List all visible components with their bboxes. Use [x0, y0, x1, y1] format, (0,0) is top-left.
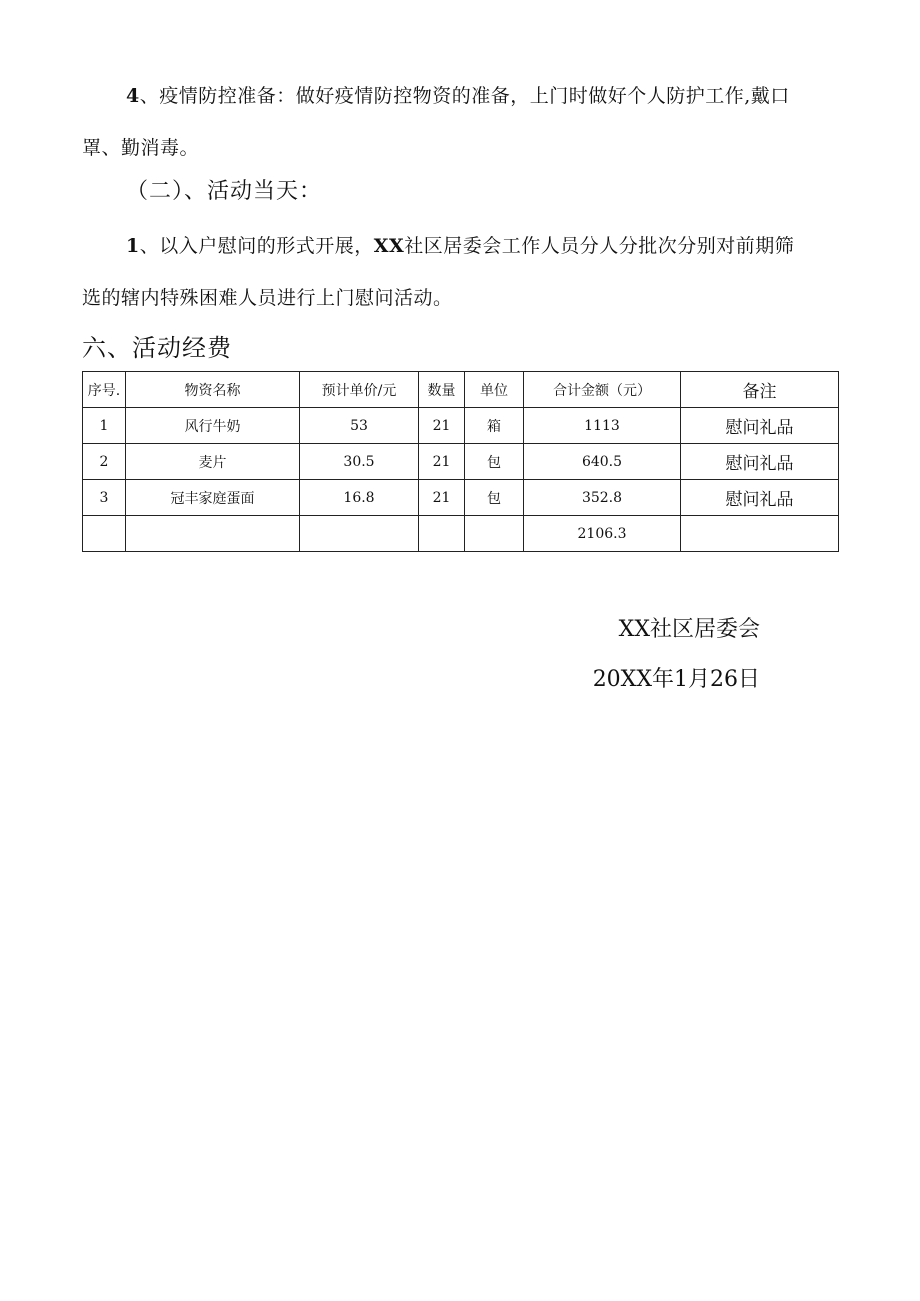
cell-index: 1	[83, 408, 126, 444]
cell-unit-price	[300, 516, 419, 552]
item-1-number: 1	[126, 235, 140, 257]
paragraph-item-1	[82, 220, 812, 324]
table-header-row	[83, 372, 839, 408]
header-quantity: 数量	[419, 372, 465, 408]
section-title-budget: 六、活动经费	[82, 334, 232, 362]
table-row	[83, 444, 839, 480]
table-row	[83, 480, 839, 516]
cell-note: 慰问礼品	[681, 480, 839, 516]
item-1-xx: XX	[373, 235, 405, 257]
subheading-activity-day: （二）、活动当天：	[126, 179, 323, 204]
cell-item-name: 冠丰家庭蛋面	[126, 480, 300, 516]
cell-note: 慰问礼品	[681, 408, 839, 444]
cell-total: 352.8	[524, 480, 681, 516]
item-1-text-a: 、以入户慰问的形式开展，	[139, 235, 374, 257]
cell-item-name: 风行牛奶	[126, 408, 300, 444]
cell-unit: 包	[465, 480, 524, 516]
cell-item-name: 麦片	[126, 444, 300, 480]
signature-date: 20XX年1月26日	[592, 667, 760, 692]
header-unit-price: 预计单价/元	[300, 372, 419, 408]
cell-grand-total: 2106.3	[524, 516, 681, 552]
cell-note: 慰问礼品	[681, 444, 839, 480]
item-1-text-b: 社区居委会工作人员分人分批次分别对前期筛选的辖内特殊困难人员进行上门慰问活动。	[82, 235, 795, 309]
cell-quantity: 21	[419, 408, 465, 444]
header-index: 序号.	[83, 372, 126, 408]
cell-unit-price: 16.8	[300, 480, 419, 516]
cell-total: 1113	[524, 408, 681, 444]
item-4-number: 4	[126, 85, 140, 107]
header-note: 备注	[681, 372, 839, 408]
cell-quantity	[419, 516, 465, 552]
header-item-name: 物资名称	[126, 372, 300, 408]
cell-note	[681, 516, 839, 552]
cell-unit: 包	[465, 444, 524, 480]
table-row	[83, 408, 839, 444]
budget-table	[82, 371, 839, 552]
cell-total: 640.5	[524, 444, 681, 480]
cell-unit-price: 30.5	[300, 444, 419, 480]
cell-unit: 箱	[465, 408, 524, 444]
table-row-total	[83, 516, 839, 552]
header-total: 合计金额（元）	[524, 372, 681, 408]
item-4-text: 、疫情防控准备：做好疫情防控物资的准备，上门时做好个人防护工作,戴口罩、勤消毒。	[82, 85, 790, 159]
cell-index: 3	[83, 480, 126, 516]
cell-unit-price: 53	[300, 408, 419, 444]
cell-quantity: 21	[419, 444, 465, 480]
cell-unit	[465, 516, 524, 552]
cell-index: 2	[83, 444, 126, 480]
header-unit: 单位	[465, 372, 524, 408]
signature-organization: XX社区居委会	[618, 617, 760, 642]
cell-index	[83, 516, 126, 552]
cell-item-name	[126, 516, 300, 552]
cell-quantity: 21	[419, 480, 465, 516]
paragraph-item-4	[82, 70, 812, 174]
